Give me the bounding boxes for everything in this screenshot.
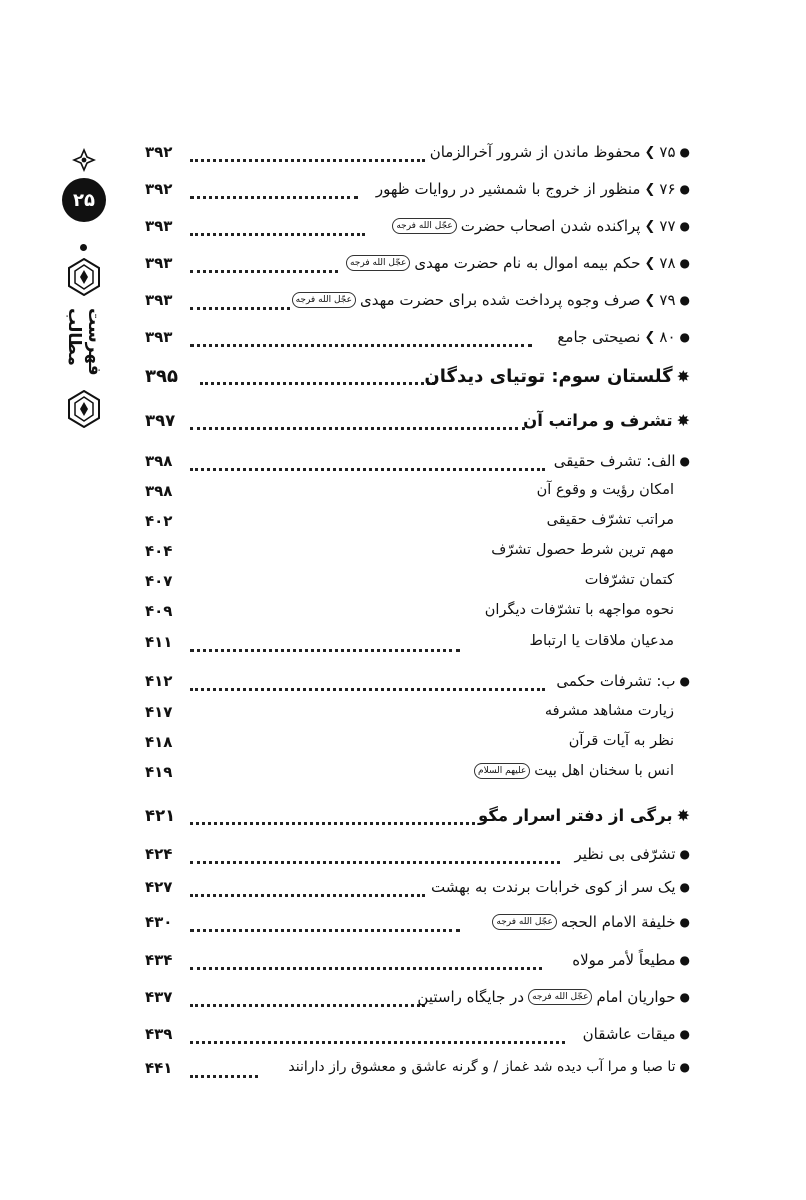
bullet-icon: ● [679,915,690,929]
toc-subentry-ketman[interactable] [145,572,690,602]
entry-number: ۷۵ [659,143,676,161]
page-number: ۳۹۸ [145,482,173,500]
bullet-icon: ● [679,1060,690,1074]
dot-leader [190,1004,425,1007]
toc-subentry-emkan[interactable] [145,482,690,512]
page-number: ۴۱۸ [145,733,173,751]
entry-title: میقات عاشقان [582,1025,676,1043]
entry-title: صرف وجوه پرداخت شده برای حضرت مهدی [359,291,641,309]
page-number: ۴۰۹ [145,602,173,620]
page-number-badge: ۲۵ [62,178,106,222]
dot-leader [190,270,338,273]
honorific-seal: عجّل الله فرجه [392,218,456,234]
toc-entry-76[interactable] [145,180,690,210]
entry-title: مدعیان ملاقات یا ارتباط [529,633,674,649]
page-number: ۴۳۷ [145,988,173,1006]
page-number: ۴۱۲ [145,672,173,690]
entry-title: نحوه مواجهه با تشرّفات دیگران [484,602,674,618]
page-number: ۴۰۲ [145,512,173,530]
entry-title: حواریان امام [596,988,676,1006]
bullet-icon: ● [679,293,690,307]
page-number: ۳۹۲ [145,143,173,161]
flower-ornament-icon [72,148,96,172]
toc-entry-khalife[interactable] [145,913,690,943]
entry-title: تا صبا و مرا آب دیده شد غماز / و گرنه عاشق و معشوق راز دارانند [288,1059,676,1075]
bracket-icon: ❯ [644,255,656,271]
dot-leader [190,894,425,897]
honorific-seal: علیهم السلام [474,763,530,779]
toc-entry-80[interactable] [145,328,690,358]
dot-ornament [80,244,87,251]
page-number: ۴۲۷ [145,878,173,896]
entry-number: ۸۰ [659,328,676,346]
bullet-icon: ● [679,847,690,861]
toc-heading-golestan[interactable] [145,366,690,396]
bracket-icon: ❯ [644,329,656,345]
entry-title: منظور از خروج با شمشیر در روایات ظهور [375,180,641,198]
toc-entry-77[interactable] [145,217,690,247]
dot-leader [190,233,365,236]
section-title-vertical: فهرست مطالب [64,308,104,376]
entry-title: مهم ترین شرط حصول تشرّف [491,542,674,558]
page-number: ۴۰۴ [145,542,173,560]
dot-leader [190,344,532,347]
heading-title: گلستان سوم: توتیای دیدگان [424,366,673,387]
flower-bullet-icon: ✸ [676,411,690,430]
toc-entry-yek[interactable] [145,878,690,908]
entry-title: تشرّفی بی نظیر [574,845,676,863]
entry-title: مطیعاً لأمر مولاه [572,951,676,969]
heading-title: برگی از دفتر اسرار مگو [477,806,673,825]
page-number: ۴۳۴ [145,951,173,969]
bullet-icon: ● [679,1027,690,1041]
bullet-icon: ● [679,953,690,967]
entry-number: ۷۷ [659,217,676,235]
toc-entry-75[interactable] [145,143,690,173]
bullet-icon: ● [679,330,690,344]
medallion-ornament-icon [66,390,102,428]
page-number: ۳۹۳ [145,328,173,346]
page-number: ۴۳۰ [145,913,173,931]
toc-subentry-modaiyan[interactable] [145,633,690,663]
dot-leader [190,967,542,970]
entry-title: خلیفة الامام الحجه [560,913,676,931]
page-number: ۳۹۵ [145,366,178,387]
bullet-icon: ● [679,145,690,159]
dot-leader [190,159,425,162]
dot-leader [190,1041,565,1044]
page-number: ۴۴۱ [145,1059,173,1077]
dot-leader [200,382,435,385]
page-number: ۴۱۷ [145,703,173,721]
bracket-icon: ❯ [644,292,656,308]
honorific-seal: عجّل الله فرجه [292,292,356,308]
entry-number: ۷۸ [659,254,676,272]
toc-entry-be[interactable] [145,672,690,702]
bullet-icon: ● [679,990,690,1004]
entry-title: پراکنده شدن اصحاب حضرت [460,217,641,235]
page-number: ۳۹۳ [145,291,173,309]
entry-title: امکان رؤیت و وقوع آن [536,482,674,498]
toc-entry-78[interactable] [145,254,690,284]
page-number: ۴۰۷ [145,572,173,590]
entry-title: ب: تشرفات حکمی [556,672,676,690]
dot-leader [190,1075,258,1078]
toc-entry-alef[interactable] [145,452,690,482]
toc-subentry-mohem[interactable] [145,542,690,572]
bullet-icon: ● [679,182,690,196]
honorific-seal: عجّل الله فرجه [492,914,556,930]
dot-leader [190,822,475,825]
entry-number: ۷۹ [659,291,676,309]
entry-title: زیارت مشاهد مشرفه [544,703,674,719]
page-number: ۴۲۱ [145,806,176,825]
toc-entry-tasharofi[interactable] [145,845,690,875]
toc-subentry-maratib[interactable] [145,512,690,542]
toc-entry-79[interactable] [145,291,690,321]
entry-number: ۷۶ [659,180,676,198]
page-number: ۳۹۷ [145,411,176,430]
flower-bullet-icon: ✸ [676,806,690,825]
page-number: ۴۱۹ [145,763,173,781]
page-number: ۳۹۸ [145,452,173,470]
bracket-icon: ❯ [644,181,656,197]
dot-leader [190,649,460,652]
entry-title: کتمان تشرّفات [584,572,674,588]
heading-title: تشرف و مراتب آن [523,411,673,430]
toc-subentry-ziarat[interactable] [145,703,690,733]
toc-entry-miqat[interactable] [145,1025,690,1055]
entry-title-continued: در جایگاه راستین [417,988,525,1006]
bullet-icon: ● [679,454,690,468]
honorific-seal: عجّل الله فرجه [528,989,592,1005]
entry-title: مراتب تشرّف حقیقی [546,512,674,528]
flower-bullet-icon: ✸ [676,367,690,386]
entry-title: نظر به آیات قرآن [568,733,674,749]
toc-subentry-ons[interactable] [145,763,690,793]
entry-title: نصیحتی جامع [557,328,641,346]
toc-subentry-nahve[interactable] [145,602,690,632]
page-number: ۳۹۳ [145,217,173,235]
entry-title: یک سر از کوی خرابات برندت به بهشت [431,878,676,896]
page-number: ۴۲۴ [145,845,173,863]
dot-leader [190,427,525,430]
bullet-icon: ● [679,880,690,894]
dot-leader [190,307,290,310]
page-number: ۳۹۳ [145,254,173,272]
toc-subentry-nazar[interactable] [145,733,690,763]
entry-title: محفوظ ماندن از شرور آخرالزمان [429,143,641,161]
toc-heading-tasharof[interactable] [145,411,690,441]
toc-entry-havarian[interactable] [145,988,690,1018]
page-number: ۴۳۹ [145,1025,173,1043]
bullet-icon: ● [679,219,690,233]
bullet-icon: ● [679,256,690,270]
dot-leader [190,688,545,691]
honorific-seal: عجّل الله فرجه [346,255,410,271]
side-margin [58,140,110,440]
dot-leader [190,929,460,932]
entry-title: حکم بیمه اموال به نام حضرت مهدی [414,254,641,272]
dot-leader [190,468,545,471]
toc-entry-ta[interactable] [145,1059,690,1089]
toc-entry-motian[interactable] [145,951,690,981]
bracket-icon: ❯ [644,218,656,234]
entry-title: الف: تشرف حقیقی [553,452,676,470]
page-number: ۳۹۲ [145,180,173,198]
bullet-icon: ● [679,674,690,688]
page-number: ۴۱۱ [145,633,173,651]
dot-leader [190,861,560,864]
dot-leader [190,196,358,199]
entry-title: انس با سخنان اهل بیت [534,763,674,779]
toc-heading-bargi[interactable] [145,806,690,836]
bracket-icon: ❯ [644,144,656,160]
medallion-ornament-icon [66,258,102,296]
